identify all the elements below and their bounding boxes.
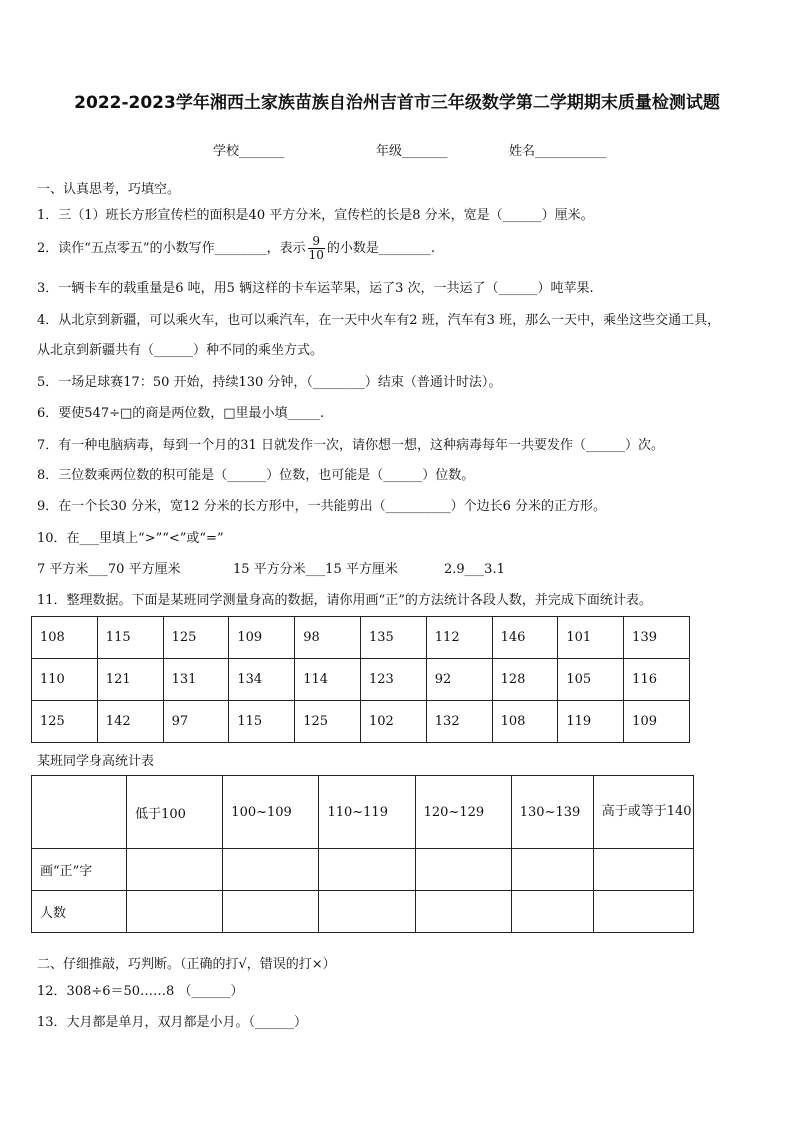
table-cell: 105 <box>558 659 624 701</box>
table-cell: 119 <box>558 701 624 743</box>
student-info <box>0 140 794 160</box>
blank-cell[interactable] <box>415 849 511 891</box>
table-cell: 110 <box>32 659 98 701</box>
table-cell: 131 <box>163 659 229 701</box>
question-8: 8．三位数乘两位数的积可能是（______）位数，也可能是（______）位数。 <box>37 468 475 483</box>
table-row <box>32 659 690 701</box>
table-cell: 92 <box>426 659 492 701</box>
table-row <box>32 617 690 659</box>
question-3: 3．一辆卡车的载重量是6 吨，用5 辆这样的卡车运苹果，运了3 次，一共运了（______）吨苹果. <box>37 281 594 296</box>
question-11: 11．整理数据。下面是某班同学测量身高的数据，请你用画“正”的方法统计各段人数，并完成下面统计表。 <box>37 593 652 608</box>
blank-cell[interactable] <box>593 891 693 933</box>
table-cell: 101 <box>558 617 624 659</box>
page-title: 2022-2023学年湘西土家族苗族自治州吉首市三年级数学第二学期期末质量检测试题 <box>74 93 720 113</box>
question-4-line1: 4．从北京到新疆，可以乘火车，也可以乘汽车，在一天中火车有2 班，汽车有3 班，那么一天中，乘坐这些交通工具， <box>37 313 721 328</box>
compare-item-3: 2.9___3.1 <box>444 562 505 577</box>
table-cell: 134 <box>229 659 295 701</box>
header-cell: 低于100 <box>127 776 223 849</box>
blank-cell[interactable] <box>127 891 223 933</box>
fraction-denominator: 10 <box>308 248 324 262</box>
blank-cell[interactable] <box>511 891 593 933</box>
table-cell: 102 <box>360 701 426 743</box>
table-cell: 109 <box>229 617 295 659</box>
section-1-heading: 一、认真思考，巧填空。 <box>37 182 181 197</box>
question-2 <box>37 235 764 262</box>
table-cell: 114 <box>295 659 361 701</box>
header-cell: 130~139 <box>511 776 593 849</box>
table-cell: 112 <box>426 617 492 659</box>
question-1: 1．三（1）班长方形宣传栏的面积是40 平方分米，宣传栏的长是8 分米，宽是（______）厘米。 <box>37 208 594 223</box>
table-row <box>32 849 694 891</box>
table-row <box>32 891 694 933</box>
table-cell: 135 <box>360 617 426 659</box>
table-cell: 108 <box>492 701 558 743</box>
table-cell: 125 <box>295 701 361 743</box>
table-cell: 98 <box>295 617 361 659</box>
row-label: 人数 <box>32 891 127 933</box>
section-2-heading: 二、仔细推敲，巧判断。（正确的打√，错误的打×） <box>37 957 336 972</box>
question-5: 5．一场足球赛17：50 开始，持续130 分钟，（________）结束（普通计时法）。 <box>37 375 502 390</box>
header-cell: 高于或等于140 <box>593 776 693 849</box>
corner-cell <box>32 776 127 849</box>
blank-cell[interactable] <box>127 849 223 891</box>
question-4-line2: 从北京到新疆共有（______）种不同的乘坐方式。 <box>37 343 324 358</box>
question-13: 13．大月都是单月，双月都是小月。（______） <box>37 1015 308 1030</box>
blank-cell[interactable] <box>223 849 319 891</box>
table-cell: 139 <box>624 617 690 659</box>
blank-cell[interactable] <box>511 849 593 891</box>
question-7: 7．有一种电脑病毒，每到一个月的31 日就发作一次，请你想一想，这种病毒每年一共要发作（______）次。 <box>37 438 664 453</box>
header-cell: 120~129 <box>415 776 511 849</box>
table-cell: 97 <box>163 701 229 743</box>
blank-cell[interactable] <box>223 891 319 933</box>
question-12: 12．308÷6＝50……8 （______） <box>37 984 244 999</box>
fraction-nine-tenths <box>308 235 325 262</box>
table-cell: 128 <box>492 659 558 701</box>
table-cell: 115 <box>229 701 295 743</box>
height-data-table <box>31 616 690 743</box>
table-row <box>32 701 690 743</box>
row-label: 画“正”字 <box>32 849 127 891</box>
blank-cell[interactable] <box>319 891 415 933</box>
blank-cell[interactable] <box>319 849 415 891</box>
table-header-row <box>32 776 694 849</box>
header-cell: 100~109 <box>223 776 319 849</box>
compare-item-2: 15 平方分米___15 平方厘米 <box>233 562 398 577</box>
grade-field[interactable]: 年级_______ <box>376 144 448 159</box>
table-cell: 115 <box>97 617 163 659</box>
fraction-numerator: 9 <box>308 235 325 249</box>
table-cell: 125 <box>32 701 98 743</box>
height-stat-table <box>31 775 694 933</box>
table-cell: 108 <box>32 617 98 659</box>
header-cell: 110~119 <box>319 776 415 849</box>
blank-cell[interactable] <box>415 891 511 933</box>
stat-table-caption: 某班同学身高统计表 <box>37 754 155 769</box>
table-cell: 146 <box>492 617 558 659</box>
question-6: 6．要使547÷□的商是两位数，□里最小填_____. <box>37 406 325 421</box>
question-10: 10．在___里填上“>”“<”或“=” <box>37 531 224 546</box>
question-2-part1: 2．读作“五点零五”的小数写作________，表示 <box>37 241 306 256</box>
table-cell: 142 <box>97 701 163 743</box>
table-cell: 123 <box>360 659 426 701</box>
table-cell: 121 <box>97 659 163 701</box>
table-cell: 109 <box>624 701 690 743</box>
name-field[interactable]: 姓名___________ <box>509 144 607 159</box>
question-2-part2: 的小数是________. <box>326 241 435 256</box>
question-9: 9．在一个长30 分米，宽12 分米的长方形中，一共能剪出（__________）个边长6 分米的正方形。 <box>37 499 607 514</box>
compare-item-1: 7 平方米___70 平方厘米 <box>37 562 181 577</box>
table-cell: 125 <box>163 617 229 659</box>
table-cell: 116 <box>624 659 690 701</box>
blank-cell[interactable] <box>593 849 693 891</box>
table-cell: 132 <box>426 701 492 743</box>
school-field[interactable]: 学校_______ <box>213 144 285 159</box>
